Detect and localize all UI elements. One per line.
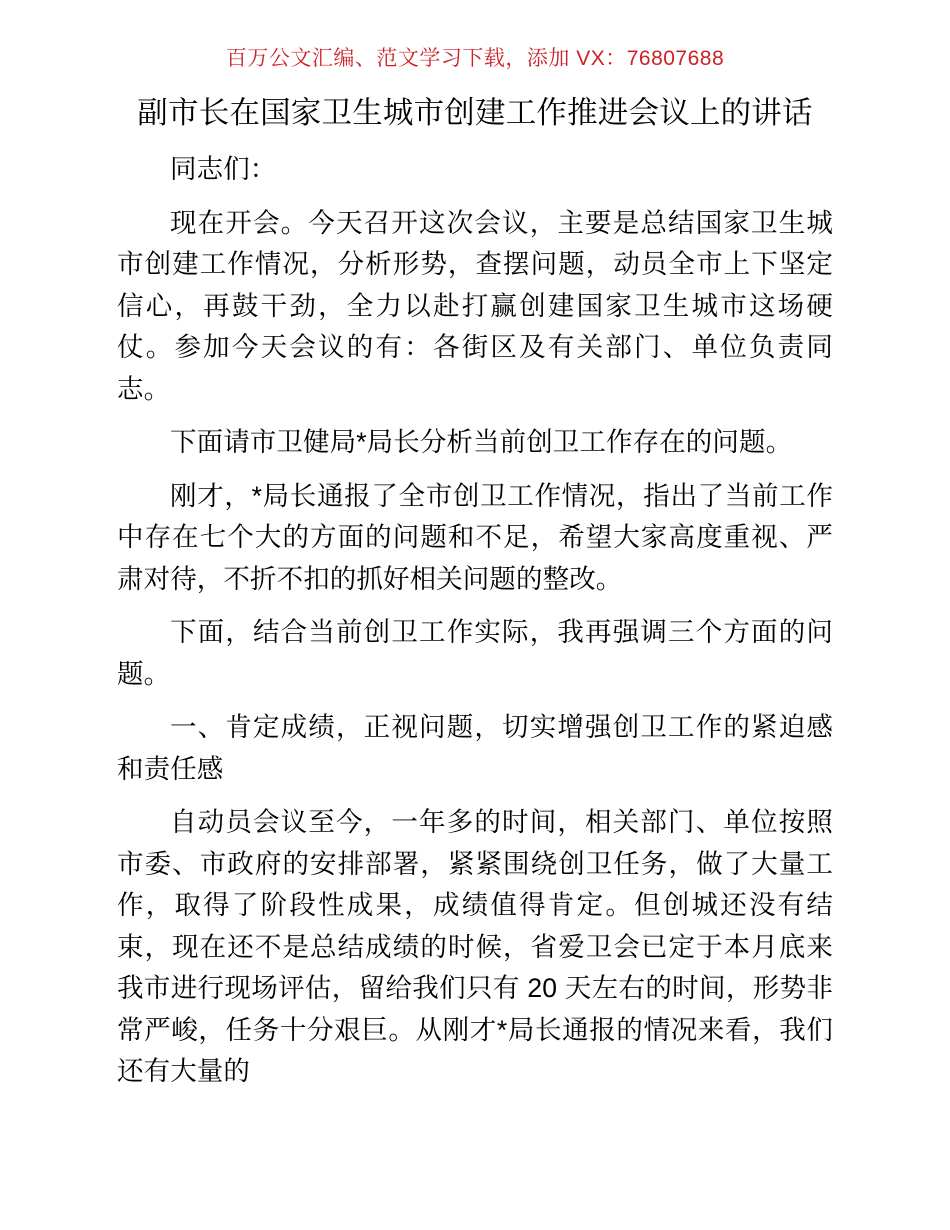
paragraph-section-one-body: 自动员会议至今，一年多的时间，相关部门、单位按照市委、市政府的安排部署，紧紧围绕创卫任务，做了大量工作，取得了阶段性成果，成绩值得肯定。但创城还没有结束，现在还不是总结成绩的时候，省爱卫会已定于本月底来我市进行现场评估，留给我们只有 20 天左右的时间，形势非常严峻，任务十分艰巨。从刚才*局长通报的情况来看，我们还有大量的 [117,807,833,1086]
paragraph-report-summary: 刚才，*局长通报了全市创卫工作情况，指出了当前工作中存在七个大的方面的问题和不足，希望大家高度重视、严肃对待，不折不扣的抓好相关问题的整改。 [117,480,833,594]
paragraph-invite-speaker: 下面请市卫健局*局长分析当前创卫工作存在的问题。 [170,427,793,457]
promo-banner [0,0,950,69]
document-body [117,69,833,1093]
paragraph-salutation: 同志们： [170,154,277,184]
promo-banner-text: 百万公文汇编、范文学习下载，添加 VX：76807688 [225,47,725,70]
document-title: 副市长在国家卫生城市创建工作推进会议上的讲话 [137,96,813,130]
paragraph-three-aspects-intro: 下面，结合当前创卫工作实际，我再强调三个方面的问题。 [117,617,833,689]
section-one-heading: 一、肯定成绩，正视问题，切实增强创卫工作的紧迫感和责任感 [117,712,833,784]
paragraph-opening-remarks: 现在开会。今天召开这次会议，主要是总结国家卫生城市创建工作情况，分析形势，查摆问题，动员全市上下坚定信心，再鼓干劲，全力以赴打赢创建国家卫生城市这场硬仗。参加今天会议的有：各街区及有关部门、单位负责同志。 [117,207,833,404]
